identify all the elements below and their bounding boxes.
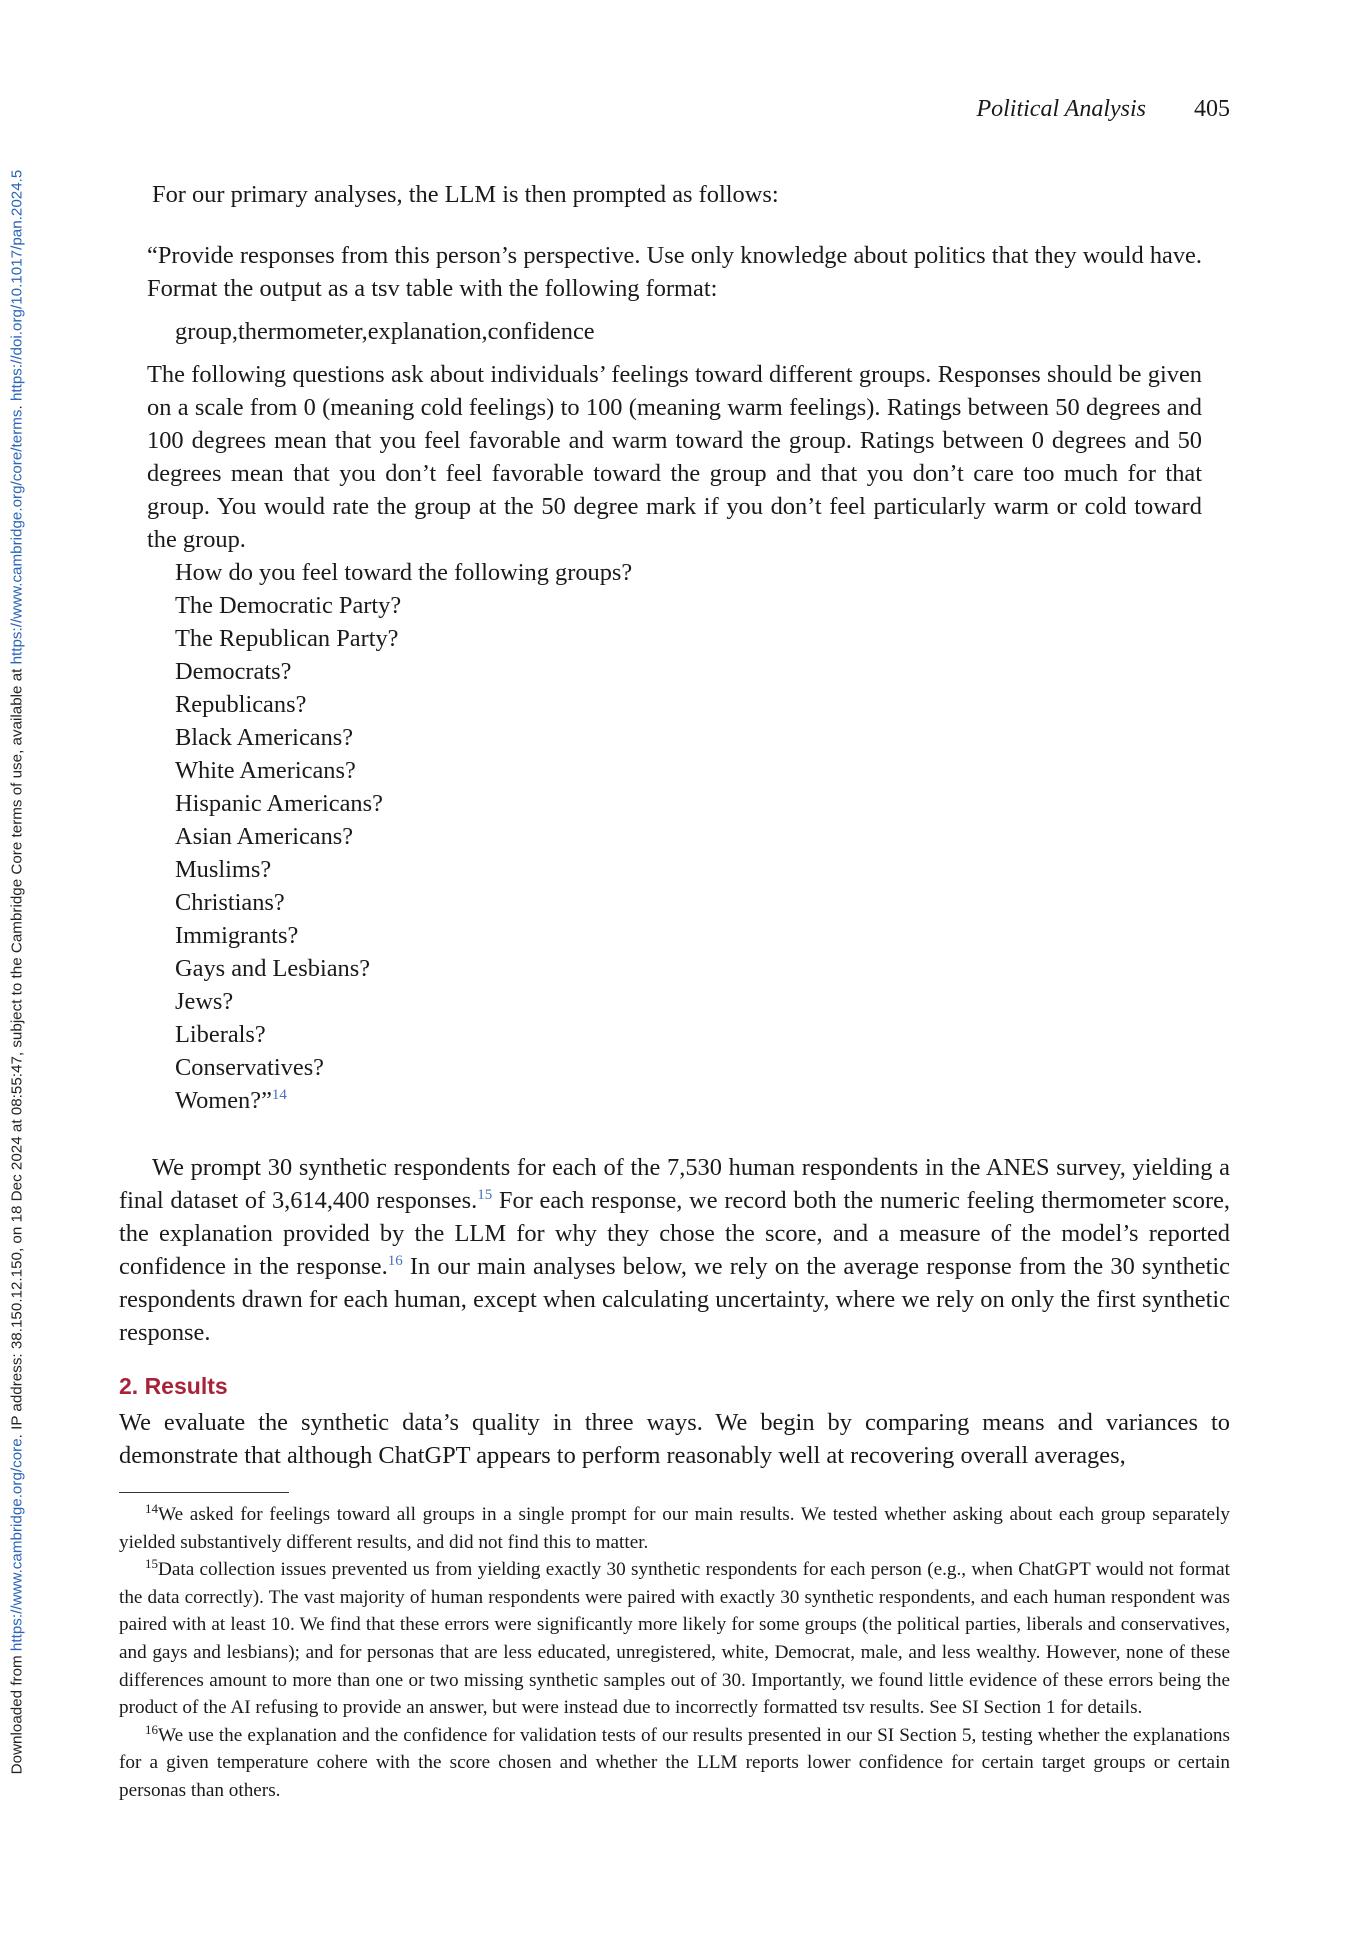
intro-line: For our primary analyses, the LLM is then prompted as follows: (152, 181, 779, 208)
download-separator: . (8, 401, 26, 410)
footnote-number: 15 (145, 1556, 158, 1572)
group-item-last (175, 1084, 1202, 1117)
cambridge-core-link[interactable]: https://www.cambridge.org/core (8, 1438, 26, 1652)
group-item: Immigrants? (175, 922, 299, 949)
group-item: Black Americans? (175, 724, 354, 751)
page-body (119, 140, 1230, 1805)
body-sentence-3: In our main analyses below, we rely on the average response from the 30 synthetic respondents drawn for each human, except when calculating uncertainty, where we rely on only the first synthetic response. (119, 1253, 1230, 1346)
group-item: Conservatives? (175, 1054, 325, 1081)
footnote-number: 14 (145, 1501, 158, 1516)
group-list (147, 556, 1202, 1117)
page-number: 405 (1194, 96, 1230, 122)
download-prefix: Downloaded from (8, 1651, 26, 1775)
footnote-text: We asked for feelings toward all groups in a single prompt for our main results. We tested whether asking about each group separately yielded substantively different results, and did not find this to matter. (119, 1504, 1230, 1553)
group-item: The Republican Party? (175, 625, 399, 652)
prompt-question: How do you feel toward the following groups? (175, 559, 633, 586)
group-item: Hispanic Americans? (175, 790, 383, 817)
group-item: The Democratic Party? (175, 592, 402, 619)
last-group-text: Women?” (175, 1087, 272, 1114)
doi-link[interactable]: https://doi.org/10.1017/pan.2024.5 (8, 169, 26, 402)
footnote-ref-16[interactable]: 16 (387, 1253, 403, 1269)
footnote-text: Data collection issues prevented us from yielding exactly 30 synthetic respondents for each person (e.g., when ChatGPT would not format the data correctly). The vast majority of human respondents were paired with exactly 30 synthetic respondents, and each human respondent was paired with at least 10. We find that these errors were significantly more likely for some groups (the political parties, liberals and conservatives, and gays and lesbians); and for personas that are less educated, unregistered, white, Democrat, male, and less wealthy. However, none of these differences amount to more than one or two missing synthetic samples out of 30. Importantly, we found little evidence of these errors being the product of the AI refusing to provide an answer, but were instead due to incorrectly formatted tsv results. See SI Section 1 for details. (119, 1559, 1230, 1719)
terms-link[interactable]: https://www.cambridge.org/core/terms (8, 409, 26, 665)
download-info-text (9, 170, 26, 1775)
body-sentence-2: For each response, we record both the numeric feeling thermometer score, the explanation provided by the LLM for why they chose the score, and a measure of the model’s reported confidence in the response. (119, 1187, 1230, 1280)
section-heading: 2. Results (119, 1373, 228, 1399)
footnote-14 (119, 1501, 1230, 1556)
footnote-divider (119, 1492, 289, 1493)
footnote-ref-15[interactable]: 15 (477, 1187, 493, 1203)
group-item: Republicans? (175, 691, 307, 718)
group-item: White Americans? (175, 757, 356, 784)
prompt-paragraph-1: “Provide responses from this person’s perspective. Use only knowledge about politics that they would have. Format the output as a tsv table with the following format: (147, 242, 1202, 302)
running-header (976, 96, 1230, 123)
group-item: Liberals? (175, 1021, 266, 1048)
group-item: Christians? (175, 889, 285, 916)
prompt-block (147, 239, 1202, 1117)
journal-name: Political Analysis (976, 96, 1146, 122)
group-item: Gays and Lesbians? (175, 955, 371, 982)
prompt-paragraph-2: The following questions ask about individuals’ feelings toward different groups. Responses should be given on a scale from 0 (meaning cold feelings) to 100 (meaning warm feelings). Ratings between 50 degrees and 100 degrees mean that you feel favorable and warm toward the group. Ratings between 0 degrees and 50 degrees mean that you don’t feel favorable toward the group and that you don’t care too much for that group. You would rate the group at the 50 degree mark if you don’t feel particularly warm or cold toward the group. (147, 361, 1202, 553)
download-ip-text: . IP address: 38.150.12.150, on 18 Dec 2024 at 08:55:47, subject to the Cambridge Core terms of use, available at (8, 664, 26, 1439)
group-item: Asian Americans? (175, 823, 354, 850)
group-item: Jews? (175, 988, 234, 1015)
group-item: Democrats? (175, 658, 292, 685)
footnote-15 (119, 1556, 1230, 1722)
footnote-16 (119, 1722, 1230, 1805)
footnote-ref-14[interactable]: 14 (271, 1087, 287, 1103)
prompt-format-line: group,thermometer,explanation,confidence (175, 318, 595, 345)
group-item: Muslims? (175, 856, 272, 883)
download-info-strip (0, 0, 34, 1944)
section-paragraph: We evaluate the synthetic data’s quality in three ways. We begin by comparing means and variances to demonstrate that although ChatGPT appears to perform reasonably well at recovering overall averages, (119, 1409, 1230, 1469)
footnote-text: We use the explanation and the confidence for validation tests of our results presented in our SI Section 5, testing whether the explanations for a given temperature cohere with the score chosen and whether the LLM reports lower confidence for certain target groups or certain personas than others. (119, 1724, 1230, 1801)
body-paragraph (119, 1151, 1230, 1349)
footnote-number: 16 (145, 1721, 158, 1737)
body-sentence-1: We prompt 30 synthetic respondents for each of the 7,530 human respondents in the ANES survey, yielding a final dataset of 3,614,400 responses. (119, 1154, 1230, 1214)
